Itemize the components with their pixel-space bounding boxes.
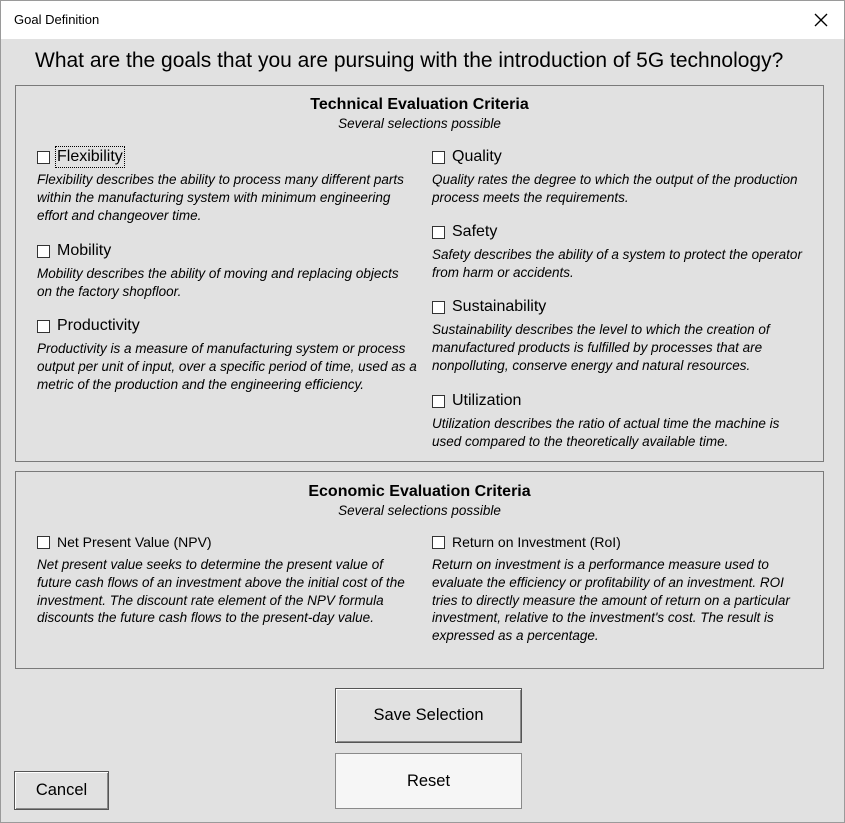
utilization-checkbox[interactable]: [432, 395, 445, 408]
npv-checkbox[interactable]: [37, 536, 50, 549]
economic-frame-subtitle: Several selections possible: [338, 503, 501, 518]
safety-checkbox[interactable]: [432, 226, 445, 239]
safety-description: Safety describes the ability of a system to protect the operator from harm or accidents.: [432, 247, 802, 280]
productivity-label[interactable]: Productivity: [57, 317, 140, 334]
technical-frame-subtitle: Several selections possible: [338, 116, 501, 131]
flexibility-checkbox[interactable]: [37, 151, 50, 164]
sustainability-label[interactable]: Sustainability: [452, 298, 547, 315]
criterion-npv: [37, 532, 417, 627]
roi-checkbox[interactable]: [432, 536, 445, 549]
economic-frame-title: Economic Evaluation Criteria: [308, 483, 531, 500]
mobility-checkbox[interactable]: [37, 245, 50, 258]
goal-question: What are the goals that you are pursuing with the introduction of 5G technology?: [35, 49, 784, 72]
economic-criteria-frame: [15, 471, 824, 669]
technical-frame-title: Technical Evaluation Criteria: [310, 96, 529, 113]
flexibility-label[interactable]: Flexibility: [57, 148, 123, 165]
productivity-checkbox[interactable]: [37, 320, 50, 333]
sustainability-checkbox[interactable]: [432, 301, 445, 314]
npv-label[interactable]: Net Present Value (NPV): [57, 534, 212, 550]
criterion-flexibility: [37, 147, 417, 224]
criterion-safety: [432, 222, 812, 282]
productivity-description: Productivity is a measure of manufacturing system or process output per unit of input, over a specific period of time, used as a metric of the production and the engineering efficiency.: [37, 341, 417, 392]
criterion-sustainability: [432, 297, 812, 374]
technical-criteria-frame: [15, 85, 824, 462]
reset-button[interactable]: Reset: [335, 753, 522, 809]
window-title: Goal Definition: [14, 12, 100, 27]
quality-checkbox[interactable]: [432, 151, 445, 164]
roi-label[interactable]: Return on Investment (RoI): [452, 534, 621, 550]
quality-label[interactable]: Quality: [452, 148, 502, 165]
npv-description: Net present value seeks to determine the present value of future cash flows of an investment above the initial cost of the investment. The discount rate element of the NPV formula discounts the future cash flows to the present-day value.: [37, 557, 405, 626]
cancel-button[interactable]: Cancel: [14, 771, 109, 810]
safety-label[interactable]: Safety: [452, 223, 498, 240]
mobility-label[interactable]: Mobility: [57, 242, 112, 259]
flexibility-description: Flexibility describes the ability to process many different parts within the manufacturing system with minimum engineering effort and changeover time.: [37, 172, 404, 223]
utilization-description: Utilization describes the ratio of actual time the machine is used compared to the theoretically available time.: [432, 416, 780, 449]
quality-description: Quality rates the degree to which the output of the production process meets the requirements.: [432, 172, 798, 205]
sustainability-description: Sustainability describes the level to which the creation of manufactured products is fulfilled by processes that are nonpolluting, conserve energy and natural resources.: [432, 322, 770, 373]
utilization-label[interactable]: Utilization: [452, 392, 522, 409]
criterion-quality: [432, 147, 812, 207]
criterion-roi: [432, 532, 812, 645]
close-icon: [814, 13, 828, 27]
criterion-utilization: [432, 391, 812, 451]
roi-description: Return on investment is a performance measure used to evaluate the efficiency or profitability of an investment. ROI tries to directly measure the amount of return on a particular investment, relative to the investment's cost. The result is expressed as a percentage.: [432, 557, 790, 644]
title-bar: [1, 1, 844, 39]
close-button[interactable]: [798, 1, 844, 39]
criterion-productivity: [37, 316, 417, 393]
criterion-mobility: [37, 241, 417, 301]
mobility-description: Mobility describes the ability of moving and replacing objects on the factory shopfloor.: [37, 266, 399, 299]
save-selection-button[interactable]: Save Selection: [335, 688, 522, 743]
